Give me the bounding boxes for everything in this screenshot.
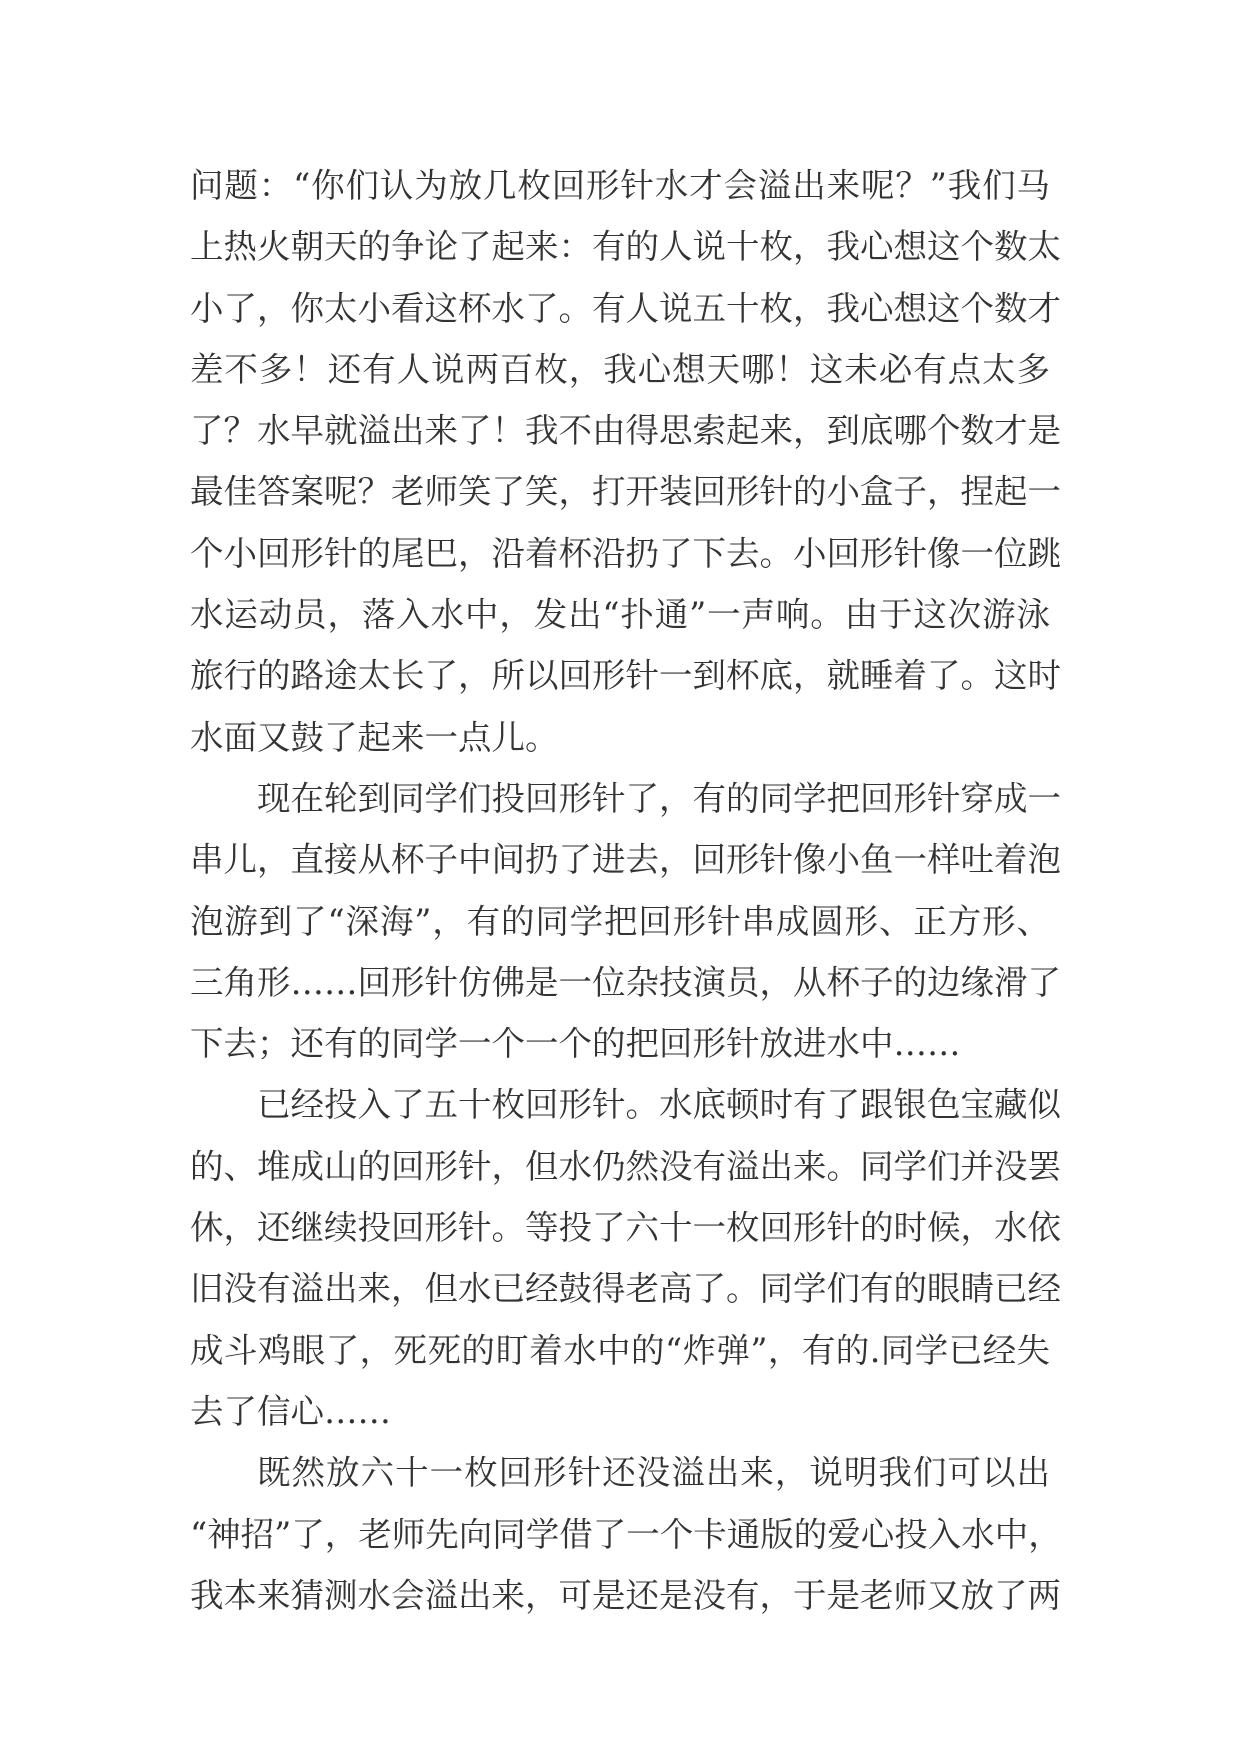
text-line: 旅行的路途太长了，所以回形针一到杯底，就睡着了。这时 <box>190 656 1061 696</box>
text-line: 泡游到了“深海”，有的同学把回形针串成圆形、正方形、 <box>190 901 1050 941</box>
text-line: 去了信心…… <box>190 1391 391 1431</box>
text-line: 水面又鼓了起来一点儿。 <box>190 717 559 757</box>
paragraph-first-line: 既然放六十一枚回形针还没溢出来，说明我们可以出 <box>257 1453 1050 1493</box>
text-line: 我本来猜测水会溢出来，可是还是没有，于是老师又放了两 <box>190 1575 1061 1615</box>
text-line: “神招”了，老师先向同学借了一个卡通版的爱心投入水中， <box>190 1514 1062 1554</box>
text-line: 最佳答案呢？老师笑了笑，打开装回形针的小盒子，捏起一 <box>190 472 1061 512</box>
paragraph-first-line: 现在轮到同学们投回形针了，有的同学把回形针穿成一 <box>257 778 1061 818</box>
text-line: 问题：“你们认为放几枚回形针水才会溢出来呢？”我们马 <box>190 166 1050 205</box>
text-line: 水运动员，落入水中，发出“扑通”一声响。由于这次游泳 <box>190 595 1050 635</box>
text-line: 成斗鸡眼了，死死的盯着水中的“炸弹”，有的.同学已经失 <box>190 1330 1050 1370</box>
text-line: 了？水早就溢出来了！我不由得思索起来，到底哪个数才是 <box>190 411 1061 451</box>
text-line: 串儿，直接从杯子中间扔了进去，回形针像小鱼一样吐着泡 <box>190 840 1061 880</box>
text-line: 差不多！还有人说两百枚，我心想天哪！这未必有点太多 <box>190 349 1050 389</box>
text-line: 个小回形针的尾巴，沿着杯沿扔了下去。小回形针像一位跳 <box>190 533 1061 573</box>
text-line: 旧没有溢出来，但水已经鼓得老高了。同学们有的眼睛已经 <box>190 1269 1061 1309</box>
text-line: 的、堆成山的回形针，但水仍然没有溢出来。同学们并没罢 <box>190 1146 1061 1186</box>
text-line: 小了，你太小看这杯水了。有人说五十枚，我心想这个数才 <box>190 288 1061 328</box>
text-line: 下去；还有的同学一个一个的把回形针放进水中…… <box>190 1024 961 1064</box>
paragraph-first-line: 已经投入了五十枚回形针。水底顿时有了跟银色宝藏似 <box>257 1085 1061 1125</box>
body-text <box>190 155 1062 1626</box>
text-line: 上热火朝天的争论了起来：有的人说十枚，我心想这个数太 <box>190 227 1061 267</box>
text-line: 三角形……回形针仿佛是一位杂技演员，从杯子的边缘滑了 <box>190 962 1061 1002</box>
text-line: 休，还继续投回形针。等投了六十一枚回形针的时候，水依 <box>190 1208 1061 1248</box>
